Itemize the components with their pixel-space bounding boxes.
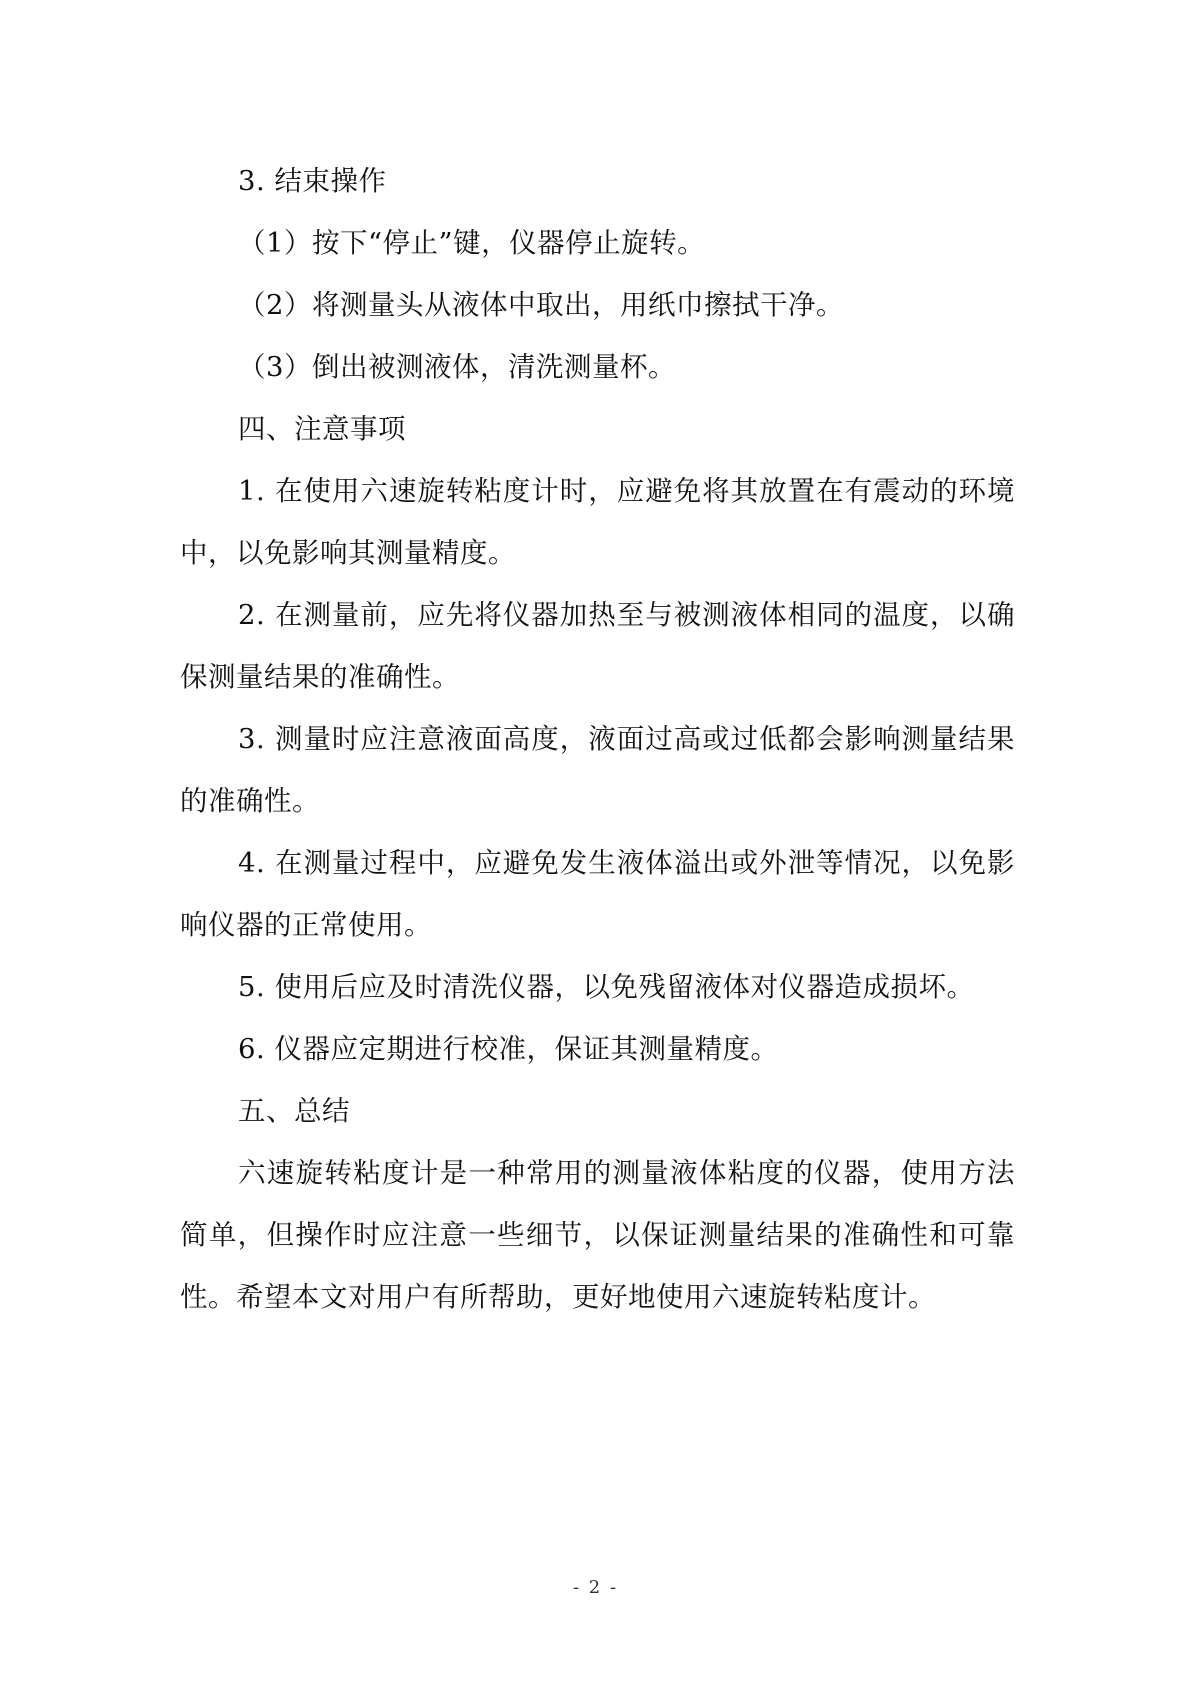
- document-body: [180, 150, 1015, 1328]
- precaution-4: 4. 在测量过程中，应避免发生液体溢出或外泄等情况，以免影响仪器的正常使用。: [180, 847, 1015, 941]
- precaution-1: 1. 在使用六速旋转粘度计时，应避免将其放置在有震动的环境中，以免影响其测量精度。: [180, 475, 1015, 569]
- end-step-1: （1）按下“停止”键，仪器停止旋转。: [238, 227, 706, 259]
- precaution-5: 5. 使用后应及时清洗仪器，以免残留液体对仪器造成损坏。: [238, 971, 975, 1003]
- end-step-2: （2）将测量头从液体中取出，用纸巾擦拭干净。: [238, 289, 844, 321]
- precaution-6: 6. 仪器应定期进行校准，保证其测量精度。: [238, 1033, 779, 1065]
- end-step-3: （3）倒出被测液体，清洗测量杯。: [238, 351, 676, 383]
- step-heading-end-operation: 3. 结束操作: [238, 165, 387, 197]
- section-heading-summary: 五、总结: [238, 1095, 350, 1127]
- precaution-3: 3. 测量时应注意液面高度，液面过高或过低都会影响测量结果的准确性。: [180, 723, 1015, 817]
- precaution-2: 2. 在测量前，应先将仪器加热至与被测液体相同的温度，以确保测量结果的准确性。: [180, 599, 1015, 693]
- section-heading-precautions: 四、注意事项: [238, 413, 406, 445]
- summary-paragraph: 六速旋转粘度计是一种常用的测量液体粘度的仪器，使用方法简单，但操作时应注意一些细节，以保证测量结果的准确性和可靠性。希望本文对用户有所帮助，更好地使用六速旋转粘度计。: [180, 1157, 1015, 1313]
- page-number: - 2 -: [572, 1577, 619, 1598]
